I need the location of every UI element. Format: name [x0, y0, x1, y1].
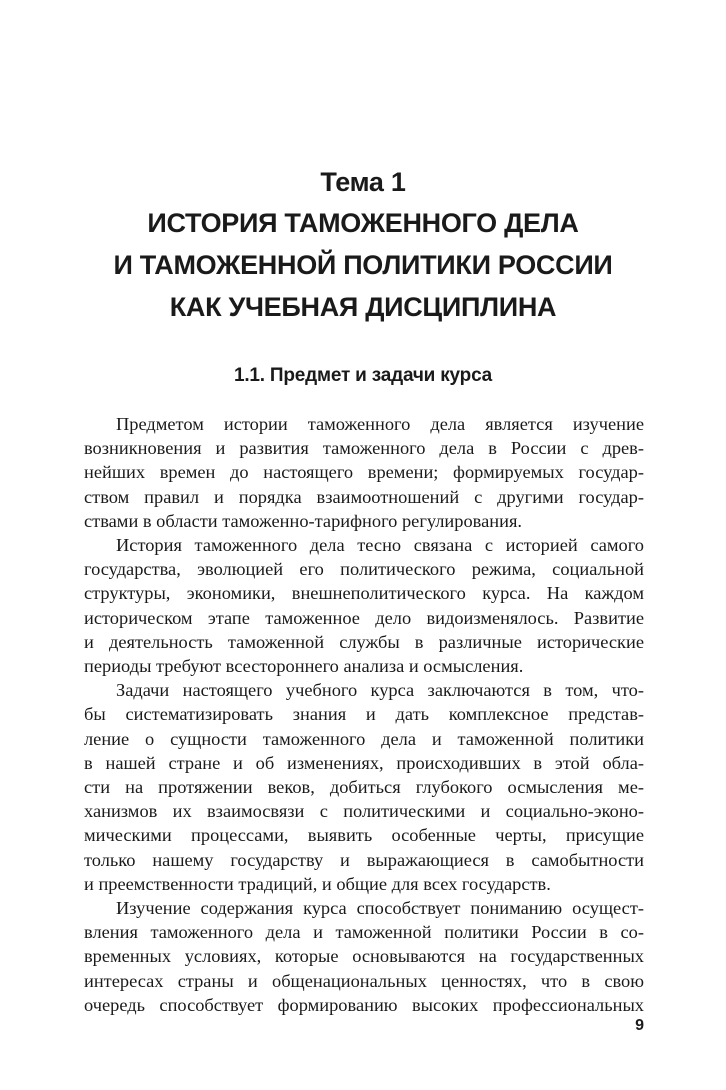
- chapter-number: Тема 1: [320, 167, 406, 197]
- page-number: 9: [635, 1017, 644, 1034]
- body-text: [84, 412, 644, 1017]
- text-line: в нашей стране и об изменениях, происходивших в этой обла-: [84, 752, 644, 773]
- text-line: бы систематизировать знания и дать комплексное представ-: [84, 704, 644, 725]
- chapter-title-line: И ТАМОЖЕННОЙ ПОЛИТИКИ РОССИИ: [113, 250, 613, 280]
- text-line: Предметом истории таможенного дела является изучение: [116, 414, 644, 434]
- text-line: ством правил и порядка взаимоотношений с другими государ-: [84, 486, 644, 507]
- text-line: интересах страны и общенациональных ценностях, что в свою: [84, 970, 644, 991]
- text-line: История таможенного дела тесно связана с историей самого: [116, 535, 644, 556]
- text-line: мическими процессами, выявить особенные черты, присущие: [84, 825, 644, 846]
- text-line: историческом этапе таможенное дело видоизменялось. Развитие: [84, 607, 644, 628]
- text-line: очередь способствует формированию высоких профессиональных: [84, 994, 644, 1015]
- text-line: и преемственности традиций, и общие для всех государств.: [84, 873, 551, 894]
- text-line: временных условиях, которые основываются на государственных: [84, 946, 644, 967]
- chapter-title-line: КАК УЧЕБНАЯ ДИСЦИПЛИНА: [169, 292, 557, 322]
- section-title: 1.1. Предмет и задачи курса: [233, 365, 493, 386]
- paragraph: [84, 678, 644, 896]
- text-line: ханизмов их взаимосвязи с политическими и социально-эконо-: [84, 801, 644, 822]
- chapter-title: [0, 202, 726, 328]
- text-line: сти на протяжении веков, добиться глубокого осмысления ме-: [84, 777, 644, 798]
- text-line: и деятельность таможенной службы в различные исторические: [84, 631, 644, 652]
- text-line: структуры, экономики, внешнеполитического курса. На каждом: [84, 583, 644, 604]
- paragraph: [84, 412, 644, 533]
- text-line: нейших времен до настоящего времени; формируемых государ-: [84, 462, 644, 483]
- text-line: ление о сущности таможенного дела и таможенной политики: [84, 728, 644, 749]
- paragraph: [84, 533, 644, 678]
- text-line: возникновения и развития таможенного дела в России с древ-: [84, 438, 644, 459]
- text-line: периоды требуют всестороннего анализа и осмысления.: [84, 656, 524, 677]
- text-line: вления таможенного дела и таможенной политики России в со-: [84, 922, 644, 943]
- text-line: государства, эволюцией его политического режима, социальной: [84, 559, 644, 580]
- chapter-heading: [0, 162, 726, 328]
- chapter-title-line: ИСТОРИЯ ТАМОЖЕННОГО ДЕЛА: [147, 208, 579, 238]
- text-line: только нашему государству и выражающиеся в самобытности: [84, 849, 644, 870]
- text-line: Изучение содержания курса способствует пониманию осущест-: [116, 898, 644, 919]
- text-line: ствами в области таможенно-тарифного регулирования.: [84, 510, 522, 531]
- text-line: Задачи настоящего учебного курса заключаются в том, что-: [116, 680, 644, 701]
- paragraph: [84, 896, 644, 1017]
